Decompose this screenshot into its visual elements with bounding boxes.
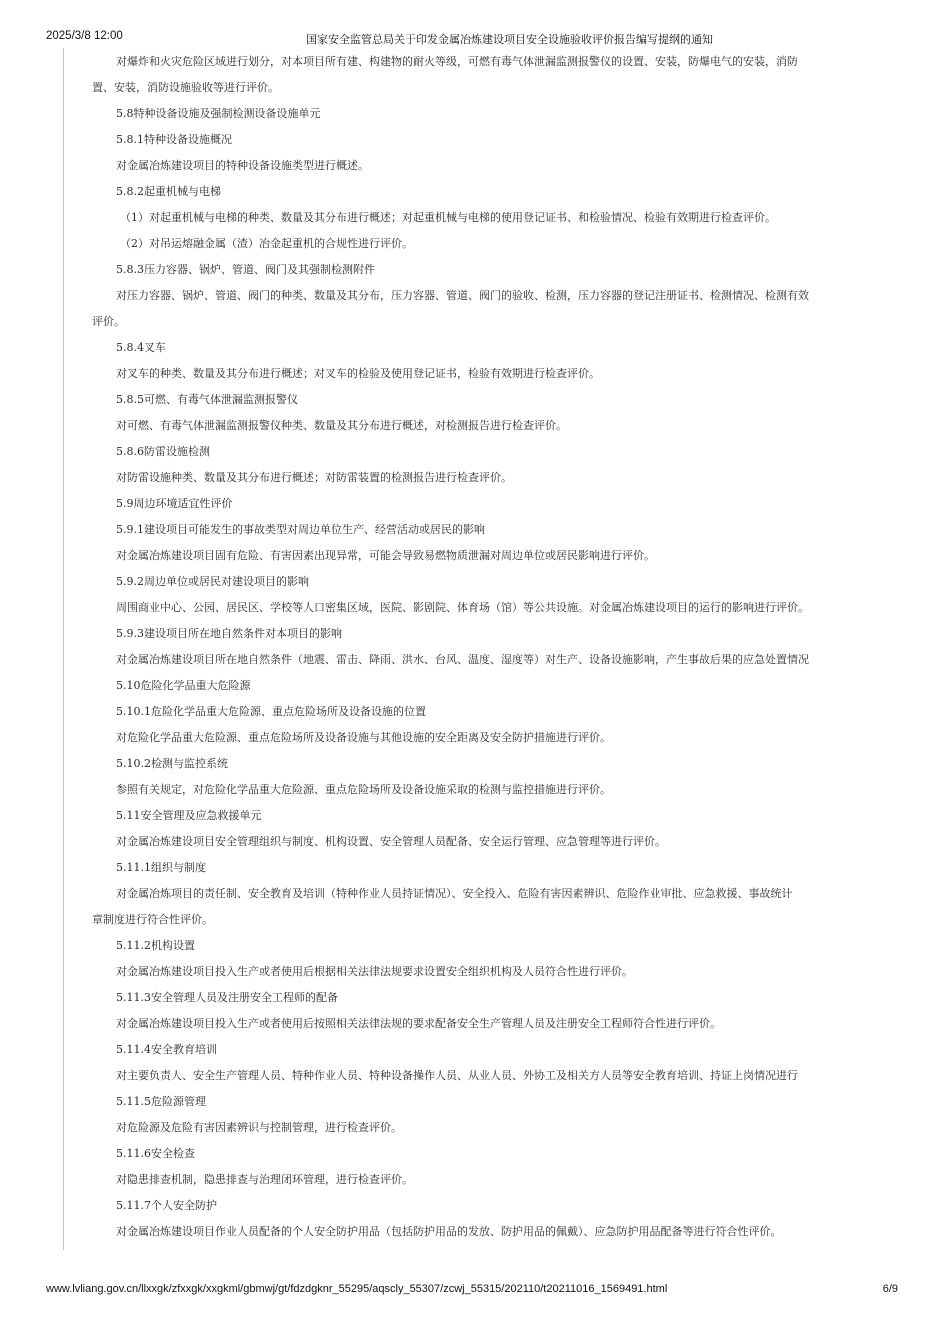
section-heading: 5.10危险化学品重大危险源	[116, 679, 251, 692]
print-footer	[0, 1281, 942, 1299]
section-heading: 5.10.1危险化学品重大危险源、重点危险场所及设备设施的位置	[116, 705, 426, 718]
paragraph-line: 对金属冶炼建设项目投入生产或者使用后根据相关法律法规要求设置安全组织机构及人员符合性进行评价。	[116, 965, 633, 978]
section-heading: 5.9周边环境适宜性评价	[116, 497, 233, 510]
paragraph-line: 对防雷设施种类、数量及其分布进行概述；对防雷装置的检测报告进行检查评价。	[116, 471, 512, 484]
section-heading: 5.8.4叉车	[116, 341, 166, 354]
print-header	[0, 28, 942, 48]
section-heading: 5.11.6安全检查	[116, 1147, 195, 1160]
paragraph-line: （2）对吊运熔融金属（渣）冶金起重机的合规性进行评价。	[120, 237, 413, 250]
section-heading: 5.8.2起重机械与电梯	[116, 185, 221, 198]
paragraph-line: 对主要负责人、安全生产管理人员、特种作业人员、特种设备操作人员、从业人员、外协工及相关方人员等安全教育培训、持证上岗情况进行	[116, 1069, 798, 1082]
paragraph-line: 对隐患排查机制，隐患排查与治理闭环管理，进行检查评价。	[116, 1173, 413, 1186]
paragraph-line: 评价。	[92, 315, 125, 328]
paragraph-line: 章制度进行符合性评价。	[92, 913, 213, 926]
paragraph-line: 对金属冶炼建设项目作业人员配备的个人安全防护用品（包括防护用品的发放、防护用品的佩戴）、应急防护用品配备等进行符合性评价。	[116, 1225, 782, 1238]
section-heading: 5.11.7个人安全防护	[116, 1199, 217, 1212]
section-heading: 5.11.5危险源管理	[116, 1095, 206, 1108]
paragraph-line: 对金属冶炼项目的责任制、安全教育及培训（特种作业人员持证情况）、安全投入、危险有害因素辨识、危险作业审批、应急救援、事故统计	[116, 887, 793, 900]
paragraph-line: 对压力容器、锅炉、管道、阀门的种类、数量及其分布，压力容器、管道、阀门的验收、检测，压力容器的登记注册证书、检测情况、检测有效	[116, 289, 809, 302]
paragraph-line: 对金属冶炼建设项目投入生产或者使用后按照相关法律法规的要求配备安全生产管理人员及注册安全工程师符合性进行评价。	[116, 1017, 721, 1030]
print-datetime: 2025/3/8 12:00	[46, 30, 123, 42]
paragraph-line: 对危险化学品重大危险源、重点危险场所及设备设施与其他设施的安全距离及安全防护措施进行评价。	[116, 731, 611, 744]
section-heading: 5.8.3压力容器、锅炉、管道、阀门及其强制检测附件	[116, 263, 375, 276]
section-heading: 5.11安全管理及应急救援单元	[116, 809, 262, 822]
paragraph-line: 对危险源及危险有害因素辨识与控制管理，进行检查评价。	[116, 1121, 402, 1134]
section-heading: 5.9.1建设项目可能发生的事故类型对周边单位生产、经营活动或居民的影响	[116, 523, 485, 536]
section-heading: 5.8.1特种设备设施概况	[116, 133, 232, 146]
paragraph-line: 对爆炸和火灾危险区域进行划分，对本项目所有建、构建物的耐火等级，可燃有毒气体泄漏监测报警仪的设置、安装，防爆电气的安装，消防	[116, 55, 798, 68]
paragraph-line: 对金属冶炼建设项目的特种设备设施类型进行概述。	[116, 159, 369, 172]
section-heading: 5.8.5可燃、有毒气体泄漏监测报警仪	[116, 393, 298, 406]
page-number: 6/9	[882, 1283, 898, 1295]
paragraph-line: 周围商业中心、公园、居民区、学校等人口密集区域，医院、影剧院、体育场（馆）等公共设施。对金属冶炼建设项目的运行的影响进行评价。	[116, 601, 809, 614]
section-heading: 5.11.1组织与制度	[116, 861, 206, 874]
paragraph-line: 参照有关规定，对危险化学品重大危险源、重点危险场所及设备设施采取的检测与监控措施进行评价。	[116, 783, 611, 796]
section-heading: 5.8特种设备设施及强制检测设备设施单元	[116, 107, 321, 120]
paragraph-line: 对金属冶炼建设项目固有危险、有害因素出现异常，可能会导致易燃物质泄漏对周边单位或居民影响进行评价。	[116, 549, 655, 562]
paragraph-line: 对叉车的种类、数量及其分布进行概述；对叉车的检验及使用登记证书，检验有效期进行检查评价。	[116, 367, 600, 380]
section-heading: 5.11.3安全管理人员及注册安全工程师的配备	[116, 991, 338, 1004]
source-url: www.lvliang.gov.cn/llxxgk/zfxxgk/xxgkml/gbmwj/gt/fdzdgknr_55295/aqscly_55307/zcwj_55315/202110/t20211016_1569491.html	[46, 1283, 668, 1295]
section-heading: 5.11.2机构设置	[116, 939, 195, 952]
section-heading: 5.9.2周边单位或居民对建设项目的影响	[116, 575, 309, 588]
section-heading: 5.9.3建设项目所在地自然条件对本项目的影响	[116, 627, 342, 640]
content-frame-border	[63, 48, 64, 1250]
document-body	[92, 50, 894, 1255]
paragraph-line: 对金属冶炼建设项目安全管理组织与制度、机构设置、安全管理人员配备、安全运行管理、应急管理等进行评价。	[116, 835, 666, 848]
paragraph-line: 对可燃、有毒气体泄漏监测报警仪种类、数量及其分布进行概述，对检测报告进行检查评价。	[116, 419, 567, 432]
section-heading: 5.8.6防雷设施检测	[116, 445, 210, 458]
document-title: 国家安全监管总局关于印发金属冶炼建设项目安全设施验收评价报告编写提纲的通知	[306, 33, 713, 46]
paragraph-line: 置、安装，消防设施验收等进行评价。	[92, 81, 279, 94]
section-heading: 5.10.2检测与监控系统	[116, 757, 228, 770]
paragraph-line: （1）对起重机械与电梯的种类、数量及其分布进行概述；对起重机械与电梯的使用登记证书、和检验情况、检验有效期进行检查评价。	[120, 211, 776, 224]
section-heading: 5.11.4安全教育培训	[116, 1043, 217, 1056]
paragraph-line: 对金属冶炼建设项目所在地自然条件（地震、雷击、降雨、洪水、台风、温度、湿度等）对生产、设备设施影响，产生事故后果的应急处置情况	[116, 653, 809, 666]
